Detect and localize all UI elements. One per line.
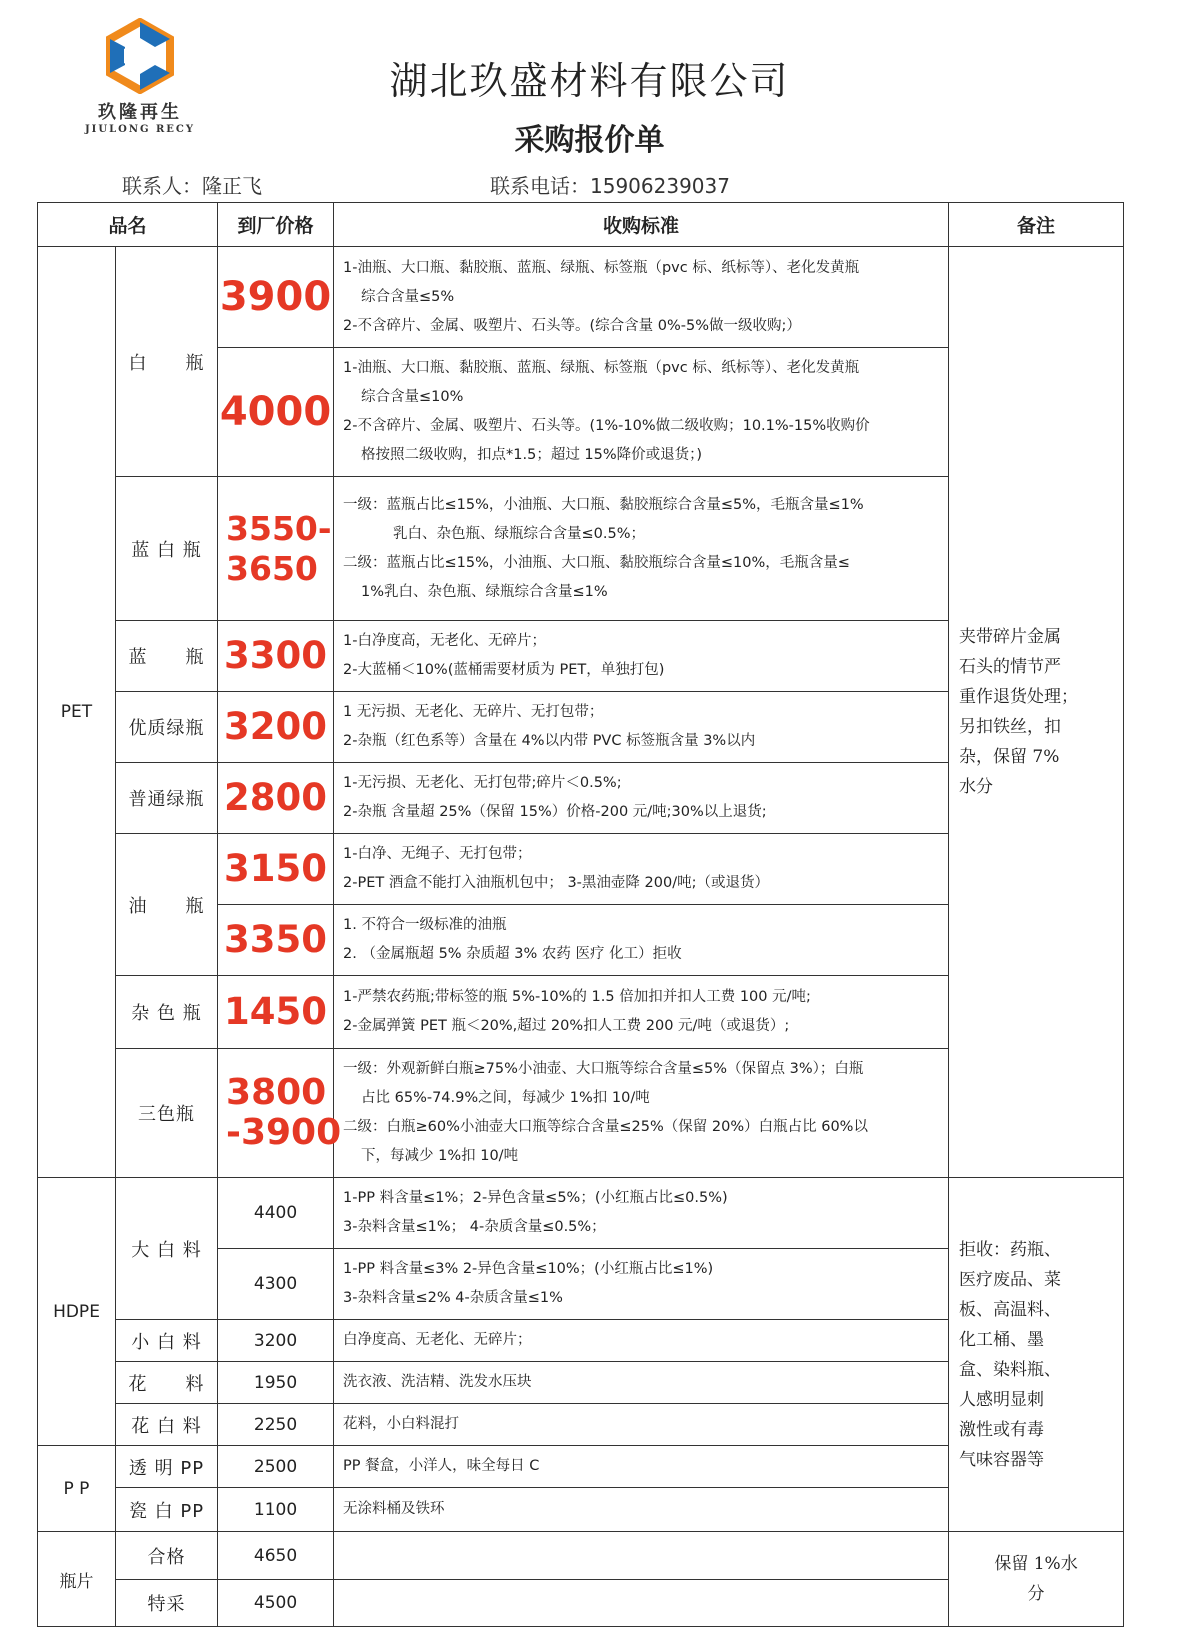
price-cell: 3350 [218, 905, 334, 976]
price-cell: 2250 [218, 1404, 334, 1446]
table-row [38, 1532, 1124, 1580]
note-line: 拒收：药瓶、 [959, 1239, 1062, 1260]
standard-cell [334, 763, 949, 834]
standard-line: 一级：蓝瓶占比≤15%，小油瓶、大口瓶、黏胶瓶综合含量≤5%，毛瓶含量≤1% [343, 496, 864, 513]
standard-line: 3-杂料含量≤1%； 4-杂质含量≤0.5%； [343, 1219, 606, 1235]
item-white-bottle: 白 瓶 [116, 247, 218, 477]
standard-line: 二级：蓝瓶占比≤15%，小油瓶、大口瓶、黏胶瓶综合含量≤10%，毛瓶含量≤ [343, 554, 850, 571]
standard-line: 1-PP 料含量≤1%；2-异色含量≤5%；(小红瓶占比≤0.5%) [343, 1190, 728, 1206]
item-quality-green-bottle: 优质绿瓶 [116, 692, 218, 763]
standard-cell: 白净度高、无老化、无碎片； [334, 1320, 949, 1362]
price-line: 3650 [226, 548, 318, 588]
item-normal-green-bottle: 普通绿瓶 [116, 763, 218, 834]
note-line: 医疗废品、菜 [959, 1269, 1062, 1290]
standard-line: 占比 65%-74.9%之间，每减少 1%扣 10/吨 [361, 1090, 650, 1106]
price-cell [218, 1049, 342, 1178]
header-name: 品名 [38, 203, 218, 247]
price-cell: 4650 [218, 1532, 334, 1580]
note-line: 重作退货处理； [959, 687, 1079, 707]
standard-cell [334, 1532, 949, 1580]
standard-cell [334, 834, 949, 905]
standard-line: 2-杂瓶（红色系等）含量在 4%以内带 PVC 标签瓶含量 3%以内 [343, 733, 756, 749]
standard-line: 乳白、杂色瓶、绿瓶综合含量≤0.5%； [393, 525, 646, 542]
flake-note [949, 1532, 1124, 1627]
price-cell: 2800 [218, 763, 334, 834]
table-row [38, 247, 1124, 348]
category-hdpe: HDPE [38, 1178, 116, 1446]
standard-cell [334, 692, 949, 763]
standard-cell [334, 247, 949, 348]
hdpe-pp-note [949, 1178, 1124, 1532]
standard-line: 2-PET 酒盒不能打入油瓶机包中； 3-黑油壶降 200/吨;（或退货） [343, 875, 769, 891]
standard-line: 1%乳白、杂色瓶、绿瓶综合含量≤1% [361, 583, 608, 600]
logo-brand-en: JIULONG RECY [84, 124, 196, 135]
standard-line: 1-无污损、无老化、无打包带;碎片＜0.5%; [343, 775, 622, 791]
standard-cell [334, 1049, 949, 1178]
table-row [38, 1178, 1124, 1249]
contact-phone: 联系电话：15906239037 [490, 174, 730, 198]
contact-person: 联系人：隆正飞 [122, 174, 262, 198]
note-line: 分 [1027, 1584, 1045, 1604]
price-cell: 2500 [218, 1446, 334, 1488]
item-mixed-color-bottle: 杂 色 瓶 [116, 976, 218, 1049]
price-cell [218, 477, 334, 621]
item-qualified-flake: 合格 [116, 1532, 218, 1580]
standard-cell [334, 1249, 949, 1320]
standard-cell [334, 348, 949, 477]
item-small-white-material: 小 白 料 [116, 1320, 218, 1362]
header-standard: 收购标准 [334, 203, 949, 247]
price-cell: 1450 [218, 976, 334, 1049]
price-cell: 4400 [218, 1178, 334, 1249]
standard-line: 下，每减少 1%扣 10/吨 [361, 1148, 519, 1164]
note-line: 激性或有毒 [959, 1419, 1045, 1440]
header-note: 备注 [949, 203, 1124, 247]
item-special-flake: 特采 [116, 1580, 218, 1627]
note-line: 水分 [959, 777, 994, 797]
price-cell: 3150 [218, 834, 334, 905]
category-flake: 瓶片 [38, 1532, 116, 1627]
price-cell: 1100 [218, 1488, 334, 1532]
standard-line: 1-油瓶、大口瓶、黏胶瓶、蓝瓶、绿瓶、标签瓶（pvc 标、纸标等）、老化发黄瓶 [343, 360, 860, 376]
standard-cell: 花料，小白料混打 [334, 1404, 949, 1446]
item-clear-pp: 透 明 PP [116, 1446, 218, 1488]
standard-line: 2-金属弹簧 PET 瓶＜20%,超过 20%扣人工费 200 元/吨（或退货）; [343, 1018, 790, 1034]
standard-line: 1-严禁农药瓶;带标签的瓶 5%-10%的 1.5 倍加扣并扣人工费 100 元/吨; [343, 989, 811, 1005]
standard-cell [334, 1580, 949, 1627]
price-cell: 3200 [218, 692, 334, 763]
standard-cell [334, 905, 949, 976]
standard-cell: 洗衣液、洗洁精、洗发水压块 [334, 1362, 949, 1404]
standard-line: 格按照二级收购，扣点*1.5；超过 15%降价或退货；) [361, 447, 703, 463]
note-line: 保留 1%水 [994, 1554, 1078, 1574]
item-flower-white-material: 花 白 料 [116, 1404, 218, 1446]
note-line: 人感明显刺 [959, 1389, 1045, 1410]
item-big-white-material: 大 白 料 [116, 1178, 218, 1320]
logo-brand-cn: 玖隆再生 [98, 102, 182, 123]
standard-line: 一级：外观新鲜白瓶≥75%小油壶、大口瓶等综合含量≤5%（保留点 3%）；白瓶 [343, 1061, 864, 1077]
price-cell: 3300 [218, 621, 334, 692]
standard-cell [334, 1178, 949, 1249]
standard-cell [334, 976, 949, 1049]
standard-cell [334, 477, 949, 621]
standard-line: 3-杂料含量≤2% 4-杂质含量≤1% [343, 1290, 563, 1306]
standard-line: 1-油瓶、大口瓶、黏胶瓶、蓝瓶、绿瓶、标签瓶（pvc 标、纸标等）、老化发黄瓶 [343, 259, 860, 276]
standard-line: 1-白净度高，无老化、无碎片； [343, 633, 546, 649]
note-line: 杂，保留 7% [959, 747, 1060, 767]
standard-line: 综合含量≤5% [361, 288, 455, 305]
standard-line: 二级：白瓶≥60%小油壶大口瓶等综合含量≤25%（保留 20%）白瓶占比 60%以 [343, 1119, 868, 1135]
note-line: 气味容器等 [959, 1449, 1045, 1470]
item-flower-material: 花 料 [116, 1362, 218, 1404]
price-line: 3800 [226, 1072, 327, 1113]
standard-line: 1-PP 料含量≤3% 2-异色含量≤10%；(小红瓶占比≤1%) [343, 1261, 714, 1277]
document-title: 采购报价单 [514, 123, 665, 158]
category-pp: P P [38, 1446, 116, 1532]
note-line: 化工桶、墨 [959, 1329, 1045, 1350]
price-cell: 4500 [218, 1580, 334, 1627]
standard-line: 2-不含碎片、金属、吸塑片、石头等。(1%-10%做二级收购；10.1%-15%收购价 [343, 418, 870, 434]
note-line: 另扣铁丝，扣 [959, 717, 1062, 737]
header-price: 到厂价格 [218, 203, 334, 247]
standard-cell: PP 餐盒，小洋人，味全每日 C [334, 1446, 949, 1488]
note-line: 盒、染料瓶、 [959, 1359, 1062, 1380]
standard-line: 2-杂瓶 含量超 25%（保留 15%）价格-200 元/吨;30%以上退货; [343, 804, 767, 820]
price-cell: 1950 [218, 1362, 334, 1404]
table-header-row [38, 203, 1124, 247]
standard-line: 2-大蓝桶＜10%(蓝桶需要材质为 PET，单独打包) [343, 662, 665, 678]
company-name: 湖北玖盛材料有限公司 [389, 59, 790, 103]
pet-note [949, 247, 1124, 1178]
quote-table [37, 202, 1124, 1627]
standard-cell [334, 621, 949, 692]
price-cell: 4000 [218, 348, 334, 477]
note-line: 夹带碎片金属 [959, 627, 1062, 647]
price-cell: 3900 [218, 247, 334, 348]
item-porcelain-white-pp: 瓷 白 PP [116, 1488, 218, 1532]
item-oil-bottle: 油 瓶 [116, 834, 218, 976]
price-line: 3550- [226, 508, 332, 548]
standard-cell: 无涂料桶及铁环 [334, 1488, 949, 1532]
item-tricolor-bottle: 三色瓶 [116, 1049, 218, 1178]
note-line: 石头的情节严 [959, 657, 1062, 677]
note-line: 板、高温料、 [959, 1299, 1062, 1320]
standard-line: 综合含量≤10% [361, 389, 464, 405]
standard-line: 1 无污损、无老化、无碎片、无打包带； [343, 704, 604, 720]
category-pet: PET [38, 247, 116, 1178]
price-cell: 4300 [218, 1249, 334, 1320]
standard-line: 1. 不符合一级标准的油瓶 [343, 917, 507, 933]
standard-line: 2-不含碎片、金属、吸塑片、石头等。(综合含量 0%-5%做一级收购;） [343, 317, 801, 334]
price-line: -3900 [226, 1112, 342, 1153]
standard-line: 1-白净、无绳子、无打包带； [343, 846, 532, 862]
item-blue-bottle: 蓝 瓶 [116, 621, 218, 692]
price-cell: 3200 [218, 1320, 334, 1362]
item-blue-white-bottle: 蓝 白 瓶 [116, 477, 218, 621]
standard-line: 2. （金属瓶超 5% 杂质超 3% 农药 医疗 化工）拒收 [343, 946, 682, 962]
